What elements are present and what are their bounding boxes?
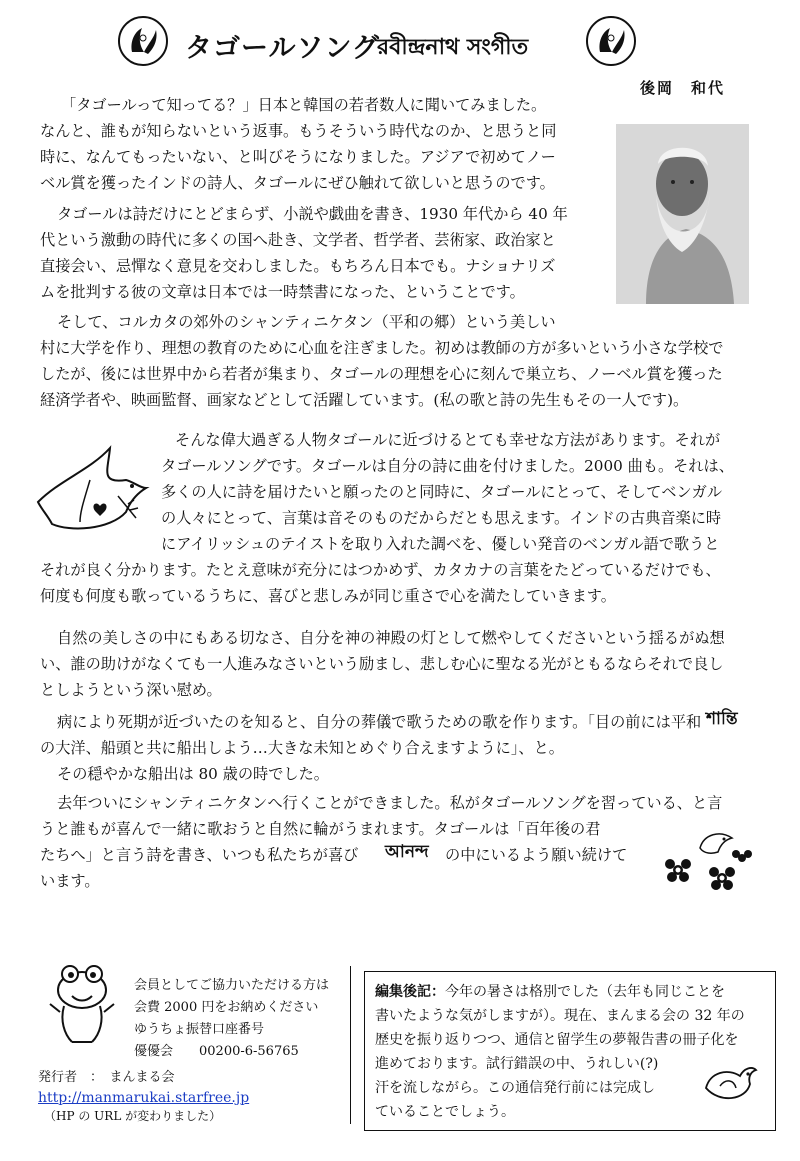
title-bengali: রবীন্দ্রনাথ সংগীত — [377, 35, 529, 60]
body-line: 時に、なんてもったいない、と叫びそうになりました。アジアで初めてノー — [40, 148, 556, 166]
body-line: の人々にとって、言葉は音そのものだからだとも思えます。インドの古典音楽に時 — [161, 509, 722, 527]
body-line: い、誰の助けがなくても一人進みなさいという励まし、悲しむ心に聖なる光がともるならそれで良し — [40, 655, 724, 673]
dove-illustration — [30, 440, 155, 540]
tagore-portrait-photo — [616, 124, 749, 304]
editor-note-line: 進めております。試行錯誤の中、うれしい(?) — [375, 1056, 659, 1072]
bird-illustration — [700, 1058, 760, 1110]
body-line: の中にいるよう願い続けて — [445, 846, 628, 864]
bengali-word-anondo: আনন্দ — [385, 842, 429, 862]
body-line: その穏やかな船出は 80 歳の時でした。 — [57, 765, 329, 783]
editor-note-line: ていることでしょう。 — [375, 1104, 515, 1120]
editor-note-line: 書いたような気がしますが）。現在、まんまる会の 32 年の — [375, 1008, 745, 1024]
body-line: います。 — [40, 872, 100, 890]
body-line: 去年ついにシャンティニケタンへ行くことができました。私がタゴールソングを習っている、と言 — [57, 794, 723, 812]
url-change-note: （HP の URL が変わりました） — [44, 1109, 222, 1123]
body-line: タゴールソングです。タゴールは自分の詩に曲を付けました。2000 曲も。それは、 — [161, 457, 734, 475]
editor-note-line: 歴史を振り返りつつ、通信と留学生の夢報告書の冊子化を — [375, 1032, 739, 1048]
title-japanese: タゴールソング — [185, 33, 380, 64]
member-line: ゆうちょ振替口座番号 — [134, 1022, 265, 1037]
body-line: なんと、誰もが知らないという返事。もうそういう時代なのか、と思うと同 — [40, 122, 557, 140]
member-line: 会員としてご協力いただける方は — [134, 978, 330, 993]
body-line: にアイリッシュのテイストを取り入れた調べを、優しい発音のベンガル語で歌うと — [161, 535, 720, 553]
author-name: 後岡 和代 — [640, 79, 726, 97]
bengali-word-shanti: শান্তি — [706, 709, 738, 729]
emblem-left — [118, 16, 168, 66]
publisher: 発行者 ： まんまる会 — [38, 1070, 175, 1085]
body-line: 代という激動の時代に多くの国へ赴き、文学者、哲学者、芸術家、政治家と — [40, 231, 556, 249]
body-line: 「タゴールって知ってる？」日本と韓国の若者数人に聞いてみました。 — [61, 96, 547, 114]
body-line: 病により死期が近づいたのを知ると、自分の葬儀で歌うための歌を作ります。「目の前には平和 — [57, 713, 702, 731]
body-line: ムを批判する彼の文章は日本では一時禁書になった、ということです。 — [40, 283, 525, 301]
body-line: それが良く分かります。たとえ意味が充分にはつかめず、カタカナの言葉をたどっているだけでも、 — [40, 561, 721, 579]
body-line: タゴールは詩だけにとどまらず、小説や戯曲を書き、1930 年代から 40 年 — [57, 205, 568, 223]
frog-illustration — [46, 960, 118, 1050]
body-line: 経済学者や、映画監督、画家などとして活躍しています。(私の歌と詩の先生もその一人です)。 — [40, 391, 689, 409]
body-line: そんな偉大過ぎる人物タゴールに近づけるとても幸せな方法があります。それが — [175, 431, 721, 449]
editor-note-text: 今年の暑さは格別でした（去年も同じことを — [445, 984, 725, 1000]
editor-note-line: 汗を流しながら。この通信発行前には完成し — [375, 1080, 655, 1096]
body-line: うと誰もが喜んで一緒に歌おうと自然に輪がうまれます。タゴールは「百年後の君 — [40, 820, 601, 838]
body-line: そして、コルカタの郊外のシャンティニケタン（平和の郷）という美しい — [57, 313, 556, 331]
body-line: ベル賞を獲ったインドの詩人、タゴールにぜひ触れて欲しいと思うのです。 — [40, 174, 555, 192]
body-line: としようという深い慰め。 — [40, 681, 222, 699]
member-line: 優優会 00200-6-56765 — [134, 1044, 299, 1059]
body-line: したが、後には世界中から若者が集まり、タゴールの理想を心に刻んで巣立ち、ノーベル賞を獲った — [40, 365, 723, 383]
emblem-right — [586, 16, 636, 66]
body-line: の大洋、船頭と共に船出しよう…大きな未知とめぐり合えますように」、と。 — [40, 739, 564, 757]
editor-note-line — [375, 980, 725, 1004]
body-line: 多くの人に詩を届けたいと願ったのと同時に、タゴールにとって、そしてベンガル — [161, 483, 723, 501]
body-line: 村に大学を作り、理想の教育のために心血を注ぎました。初めは教師の方が多いという小さな学校で — [40, 339, 724, 357]
body-line: たちへ」と言う詩を書き、いつも私たちが喜び — [40, 846, 359, 864]
member-line: 会費 2000 円をお納めください — [134, 1000, 319, 1015]
homepage-link[interactable]: http://manmarukai.starfree.jp — [38, 1090, 250, 1106]
body-line: 自然の美しさの中にもある切なさ、自分を神の神殿の灯として燃やしてくださいという揺るがぬ想 — [57, 629, 725, 647]
body-line: 何度も何度も歌っているうちに、喜びと悲しみが同じ重さで心を満たしていきます。 — [40, 587, 616, 605]
editor-note-heading: 編集後記： — [375, 984, 445, 1000]
body-line: 直接会い、忌憚なく意見を交わしました。もちろん日本でも。ナショナリズ — [40, 257, 556, 275]
flower-bird-illustration — [660, 820, 755, 905]
